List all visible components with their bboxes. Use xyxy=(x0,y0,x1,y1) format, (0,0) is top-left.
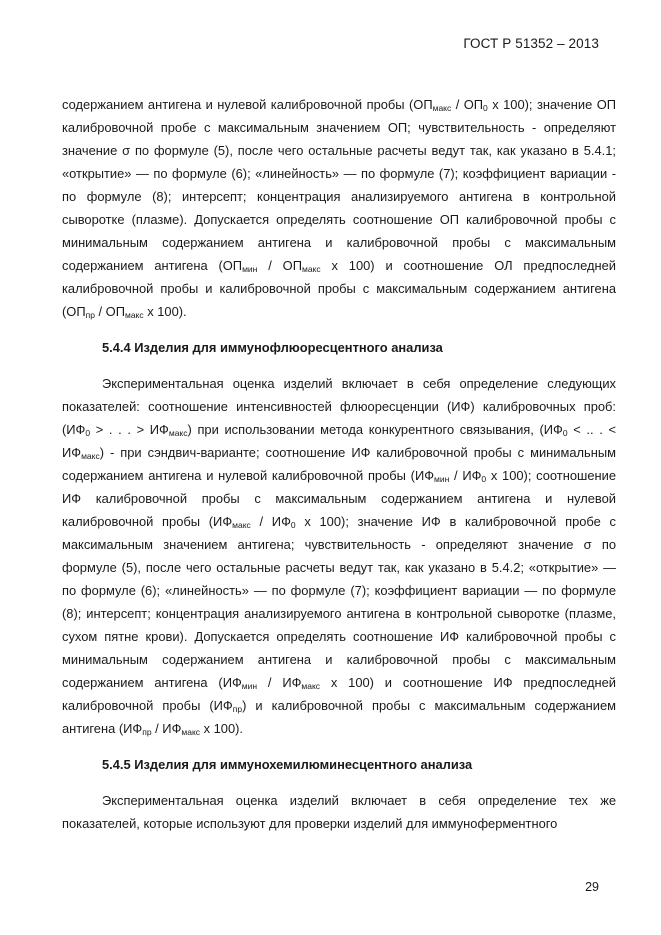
document-body xyxy=(62,93,616,835)
page-number: 29 xyxy=(585,880,599,894)
section-heading-5-4-4: 5.4.4 Изделия для иммунофлюоресцентного анализа xyxy=(102,340,443,355)
paragraph-chemiluminescence: Экспериментальная оценка изделий включает в себя определение тех же показателей, которые используют для проверки изделий для иммуноферментного xyxy=(62,793,616,831)
paragraph-if: Экспериментальная оценка изделий включает в себя определение следующих показателей: соотношение интенсивностей флюоресценции (ИФ) калибровочных проб: ($ИФ_0$ > . . . > $ИФ_{макс}$) при использовании метода конкурентного связывания, ($ИФ_0$ < .. . < $ИФ_{макс}$) - при сэндвич-варианте; соотношение ИФ калибровочной пробы с минимальным содержанием антигена и нулевой калибровочной пробы ($ИФ_{мин} / ИФ_0$ х 100); соотношение ИФ калибровочной пробы с максимальным содержанием антигена и нулевой калибровочной пробы ($ИФ_{макс} / ИФ_0$ х 100); значение ИФ в калибровочной пробе с максимальным значением антигена; чувствительность - определяют значение σ по формуле (5), после чего остальные расчеты ведут так, как указано в 5.4.2; «открытие» — по формуле (6); «линейность» — по формуле (7); коэффициент вариации — по формуле (8); интерсепт; концентрация анализируемого антигена в контрольной сыворотке (плазме, сухом пятне крови). Допускается определять соотношение ИФ калибровочной пробы с минимальным содержанием антигена и калибровочной пробы с максимальным содержанием антигена ($ИФ_{мин} / ИФ_{макс}$ х 100) и соотношение ИФ предпоследней калибровочной пробы $(ИФ_{пр})$ и калибровочной пробы с максимальным содержанием антигена ($ИФ_{пр} / ИФ_{макс}$ х 100). xyxy=(62,376,616,737)
paragraph-op: содержанием антигена и нулевой калибровочной пробы ($ОП_{макс} / ОП_0$ х 100); значение ОП калибровочной пробе с максимальным значением ОП; чувствительность - определяют значение σ по формуле (5), после чего остальные расчеты ведут так, как указано в 5.4.1; «открытие» — по формуле (6); «линейность» — по формуле (7); коэффициент вариации - по формуле (8); интерсепт; концентрация анализируемого антигена в контрольной сыворотке (плазме). Допускается определять соотношение ОП калибровочной пробы с минимальным содержанием антигена и калибровочной пробы с максимальным содержанием антигена ($ОП_{мин} / ОП_{макс}$ х 100) и соотношение ОЛ предпоследней калибровочной пробы и калибровочной пробы с максимальным содержанием антигена ($ОП_{пр} / ОП_{макс}$ х 100). xyxy=(62,97,616,320)
document-code: ГОСТ Р 51352 – 2013 xyxy=(463,36,599,51)
section-heading-5-4-5: 5.4.5 Изделия для иммунохемилюминесцентного анализа xyxy=(102,757,473,772)
